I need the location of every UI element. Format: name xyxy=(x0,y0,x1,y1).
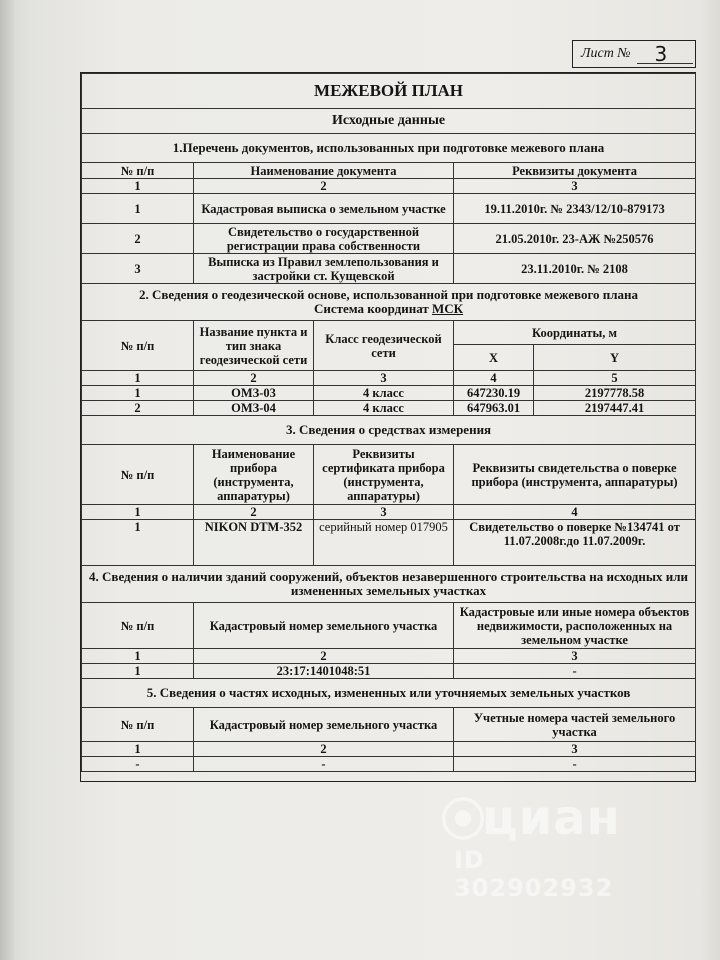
document-title: МЕЖЕВОЙ ПЛАН xyxy=(82,74,696,109)
coordinate-system-line xyxy=(84,302,693,316)
s3-row-instrument: NIKON DTM-352 xyxy=(194,520,314,566)
s1-row-doc-name: Свидетельство о государственной регистрации права собственности xyxy=(194,224,454,254)
s2-row-class: 4 класс xyxy=(314,386,454,401)
s2-header-coordinates: Координаты, м xyxy=(454,321,696,345)
s3-row-verification: Свидетельство о поверке №134741 от 11.07.2008г.до 11.07.2009г. xyxy=(454,520,696,566)
s1-col-number: 3 xyxy=(454,179,696,194)
s5-col-number: 2 xyxy=(194,742,454,757)
s4-col-number: 1 xyxy=(82,649,194,664)
coordinate-system-prefix: Система координат xyxy=(313,301,429,316)
s4-row-objects: - xyxy=(454,664,696,679)
watermark-brand: циан xyxy=(482,790,621,846)
s4-row-cadastral: 23:17:1401048:51 xyxy=(194,664,454,679)
s2-row-point-name: ОМЗ-04 xyxy=(194,401,314,416)
s3-header-certificate: Реквизиты сертификата прибора (инструмента, аппаратуры) xyxy=(314,445,454,505)
s1-row-doc-details: 23.11.2010г. № 2108 xyxy=(454,254,696,284)
s3-col-number: 1 xyxy=(82,505,194,520)
coordinate-system-name: МСК xyxy=(432,301,464,316)
s2-header-class: Класс геодезической сети xyxy=(314,321,454,371)
s3-header-instrument: Наименование прибора (инструмента, аппаратуры) xyxy=(194,445,314,505)
s2-row-num: 2 xyxy=(82,401,194,416)
s4-col-number: 3 xyxy=(454,649,696,664)
s4-col-number: 2 xyxy=(194,649,454,664)
s2-row-point-name: ОМЗ-03 xyxy=(194,386,314,401)
s2-col-number: 2 xyxy=(194,371,314,386)
s2-row-num: 1 xyxy=(82,386,194,401)
s1-col-number: 2 xyxy=(194,179,454,194)
s2-header-x: X xyxy=(454,345,534,371)
s5-row-num: - xyxy=(82,757,194,772)
s4-header-num: № п/п xyxy=(82,603,194,649)
s1-row-doc-name: Кадастровая выписка о земельном участке xyxy=(194,194,454,224)
s3-row-num: 1 xyxy=(82,520,194,566)
s2-header-point-name: Название пункта и тип знака геодезической сети xyxy=(194,321,314,371)
s2-row-y: 2197447.41 xyxy=(534,401,696,416)
s5-header-parts: Учетные номера частей земельного участка xyxy=(454,708,696,742)
s1-header-doc-details: Реквизиты документа xyxy=(454,163,696,179)
s2-row-y: 2197778.58 xyxy=(534,386,696,401)
boundary-plan-table xyxy=(81,73,696,772)
document-frame xyxy=(80,72,696,782)
sheet-number: 3 xyxy=(637,45,693,64)
s3-col-number: 4 xyxy=(454,505,696,520)
s5-header-cadastral: Кадастровый номер земельного участка xyxy=(194,708,454,742)
s5-row-parts: - xyxy=(454,757,696,772)
s4-header-cadastral: Кадастровый номер земельного участка xyxy=(194,603,454,649)
s5-col-number: 1 xyxy=(82,742,194,757)
s1-row-doc-details: 21.05.2010г. 23-АЖ №250576 xyxy=(454,224,696,254)
s1-col-number: 1 xyxy=(82,179,194,194)
location-pin-icon: ⦿ xyxy=(440,793,486,847)
s2-row-x: 647963.01 xyxy=(454,401,534,416)
section-2-heading xyxy=(82,284,696,321)
s4-row-num: 1 xyxy=(82,664,194,679)
section-4-heading: 4. Сведения о наличии зданий сооружений, объектов незавершенного строительства на исходных или измененных земельных участках xyxy=(82,566,696,603)
s1-row-num: 2 xyxy=(82,224,194,254)
section-5-heading: 5. Сведения о частях исходных, измененных или уточняемых земельных участков xyxy=(82,679,696,708)
s1-row-num: 1 xyxy=(82,194,194,224)
s5-col-number: 3 xyxy=(454,742,696,757)
s2-col-number: 3 xyxy=(314,371,454,386)
sheet-label: Лист № xyxy=(581,46,631,61)
s2-col-number: 5 xyxy=(534,371,696,386)
s2-row-class: 4 класс xyxy=(314,401,454,416)
s2-row-x: 647230.19 xyxy=(454,386,534,401)
s1-row-doc-name: Выписка из Правил землепользования и застройки ст. Кущевской xyxy=(194,254,454,284)
document-subtitle: Исходные данные xyxy=(82,109,696,134)
s2-header-num: № п/п xyxy=(82,321,194,371)
cian-watermark xyxy=(420,780,650,902)
s2-col-number: 1 xyxy=(82,371,194,386)
s4-header-objects: Кадастровые или иные номера объектов недвижимости, расположенных на земельном участке xyxy=(454,603,696,649)
sheet-number-box xyxy=(572,40,696,68)
watermark-id: ID 302902932 xyxy=(454,846,614,902)
s2-col-number: 4 xyxy=(454,371,534,386)
s3-col-number: 2 xyxy=(194,505,314,520)
section-2-title: 2. Сведения о геодезической основе, использованной при подготовке межевого плана xyxy=(139,287,639,302)
page-fold-shadow xyxy=(0,0,14,960)
s5-row-cadastral: - xyxy=(194,757,454,772)
section-1-heading: 1.Перечень документов, использованных при подготовке межевого плана xyxy=(82,134,696,163)
s5-header-num: № п/п xyxy=(82,708,194,742)
s1-row-doc-details: 19.11.2010г. № 2343/12/10-879173 xyxy=(454,194,696,224)
s3-row-certificate: серийный номер 017905 xyxy=(314,520,454,566)
s1-header-doc-name: Наименование документа xyxy=(194,163,454,179)
s2-header-y: Y xyxy=(534,345,696,371)
s1-header-num: № п/п xyxy=(82,163,194,179)
s1-row-num: 3 xyxy=(82,254,194,284)
frame-bottom-space xyxy=(82,772,696,773)
s3-header-num: № п/п xyxy=(82,445,194,505)
section-3-heading: 3. Сведения о средствах измерения xyxy=(82,416,696,445)
s3-header-verification: Реквизиты свидетельства о поверке прибора (инструмента, аппаратуры) xyxy=(454,445,696,505)
s3-col-number: 3 xyxy=(314,505,454,520)
